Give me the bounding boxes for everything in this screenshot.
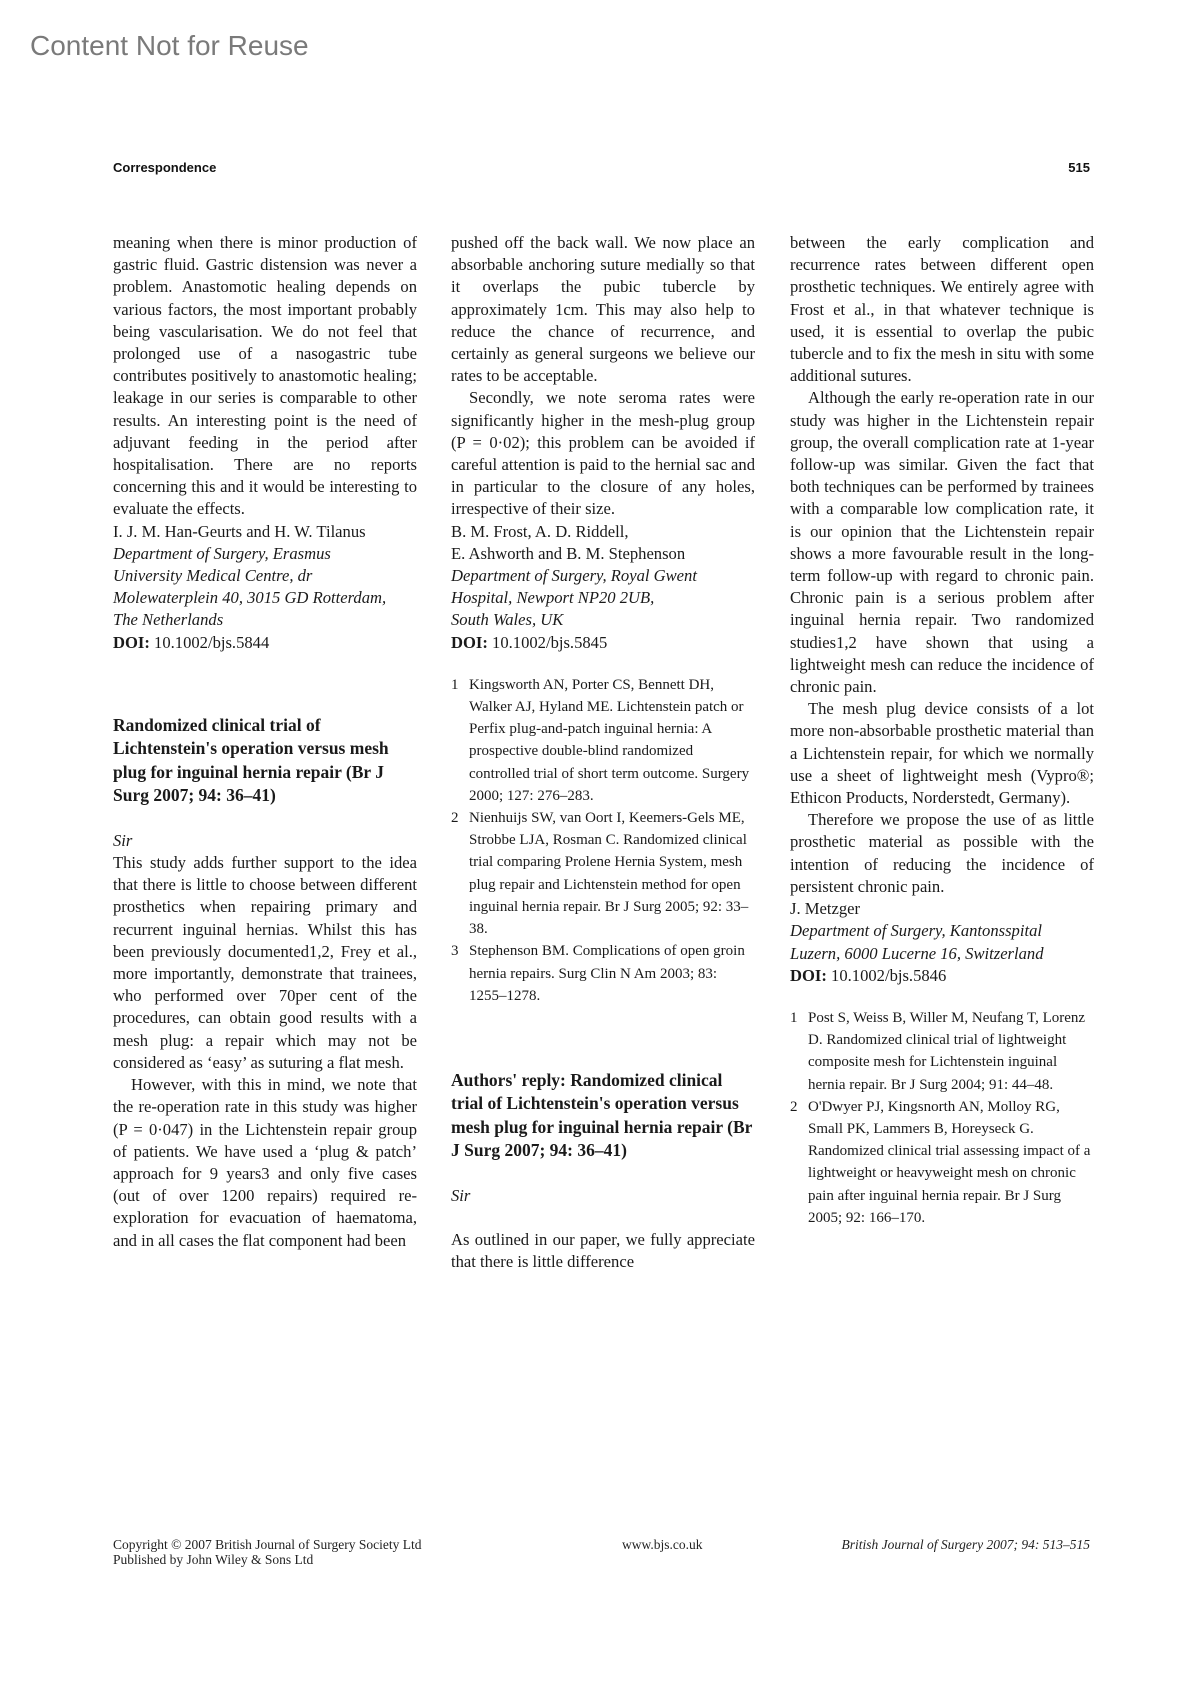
reference-number: 3 [451,943,459,960]
salutation: Sir [113,830,133,850]
reference-item [790,1007,1094,1096]
column-2 [451,232,755,1274]
doi-line [451,632,755,654]
doi-value[interactable]: 10.1002/bjs.5846 [831,965,947,985]
affiliation-line: Department of Surgery, Royal Gwent [451,566,697,586]
reference-text: O'Dwyer PJ, Kingsnorth AN, Molloy RG, Small PK, Lammers B, Horeyseck G. Randomized clinical trial assessing impact of a lightweight or heavyweight mesh on chronic pain after inguinal hernia repair. Br J Surg 2005; 92: 166–170. [808,1098,1091,1226]
body-paragraph: Therefore we propose the use of as little prosthetic material as possible with the intention of reducing the incidence of persistent chronic pain. [790,810,1094,896]
affiliation-line: Department of Surgery, Kantonsspital [790,921,1042,941]
doi-label: DOI: [451,632,488,652]
reference-list [451,674,755,1007]
reference-list [790,1007,1094,1229]
affiliation-line: Molewaterplein 40, 3015 GD Rotterdam, [113,588,387,608]
letter-authors: I. J. M. Han-Geurts and H. W. Tilanus [113,521,366,541]
body-paragraph: This study adds further support to the idea that there is little to choose between different prosthetics when repairing primary and recurrent inguinal hernias. Whilst this has been previously documented1,2, Frey et al., more importantly, demonstrate that trainees, who performed over 70per cent of the procedures, can obtain good results with a mesh plug: a repair which may not be considered as ‘easy’ as suturing a flat mesh. [113,853,417,1072]
body-paragraph: meaning when there is minor production of gastric fluid. Gastric distension was never a problem. Anastomotic healing depends on various factors, the most important probably being vascularisation. We do not feel that prolonged use of a nasogastric tube contributes positively to anastomotic healing; leakage in our series is comparable to other results. An interesting point is the need of adjuvant feeding in the period after hospitalisation. There are no reports concerning this and it would be interesting to evaluate the effects. [113,233,417,519]
affiliation-line: The Netherlands [113,610,224,630]
publisher-line: Published by John Wiley & Sons Ltd [113,1552,314,1567]
doi-value[interactable]: 10.1002/bjs.5844 [154,632,270,652]
body-paragraph: As outlined in our paper, we fully appreciate that there is little difference [451,1230,755,1272]
affiliation-line: Hospital, Newport NP20 2UB, [451,588,655,608]
reference-item [451,940,755,1007]
salutation: Sir [451,1185,471,1205]
letter-author: J. Metzger [790,899,861,919]
running-head-section: Correspondence [113,160,217,175]
body-paragraph: The mesh plug device consists of a lot more non-absorbable prosthetic material than a Lichtenstein repair, for which we normally use a sheet of lightweight mesh (Vypro®; Ethicon Products, Norderstedt, Germany). [790,699,1094,808]
doi-value[interactable]: 10.1002/bjs.5845 [492,632,608,652]
doi-line [113,632,417,654]
affiliation-line: South Wales, UK [451,610,564,630]
doi-label: DOI: [113,632,150,652]
body-paragraph: However, with this in mind, we note that the re-operation rate in this study was higher (P = 0·047) in the Lichtenstein repair group of patients. We have used a ‘plug & patch’ approach for 9 years3 and only five cases (out of over 1200 repairs) required re-exploration for evacuation of haematoma, and in all cases the flat component had been [113,1075,417,1250]
doi-line [790,965,1094,987]
reference-number: 1 [451,676,459,693]
reference-text: Kingsworth AN, Porter CS, Bennett DH, Walker AJ, Hyland ME. Lichtenstein patch or Perfix plug-and-patch inguinal hernia: A prospective double-blind randomized controlled trial of short term outcome. Surgery 2000; 127: 276–283. [469,676,750,804]
reference-text: Post S, Weiss B, Willer M, Neufang T, Lorenz D. Randomized clinical trial of lightweight composite mesh for Lichtenstein inguinal hernia repair. Br J Surg 2004; 91: 44–48. [808,1009,1086,1093]
page-number: 515 [1068,160,1090,175]
website-link[interactable]: www.bjs.co.uk [622,1537,703,1552]
affiliation-line: Luzern, 6000 Lucerne 16, Switzerland [790,943,1044,963]
reference-item [451,807,755,940]
body-paragraph: Although the early re-operation rate in our study was higher in the Lichtenstein repair group, the overall complication rate at 1-year follow-up was similar. Given the fact that both techniques can be performed by trainees with a comparable low complication rate, it is our opinion that the Lichtenstein repair shows a more favourable result in the long-term follow-up with regard to chronic pain. Chronic pain is a serious problem after inguinal hernia repair. Two randomized studies1,2 have shown that using a lightweight mesh can reduce the incidence of chronic pain. [790,388,1094,697]
reference-item [451,674,755,807]
affiliation-line: University Medical Centre, dr [113,566,313,586]
reference-number: 1 [790,1009,798,1026]
body-paragraph: between the early complication and recurrence rates between different open prosthetic techniques. We entirely agree with Frost et al., in that whatever technique is used, it is essential to overlap the pubic tubercle and to fix the mesh in situ with some additional sutures. [790,233,1094,386]
copyright-line: Copyright © 2007 British Journal of Surgery Society Ltd [113,1537,422,1552]
reference-number: 2 [451,810,459,827]
reference-number: 2 [790,1098,798,1115]
reference-item [790,1096,1094,1229]
reference-text: Nienhuijs SW, van Oort I, Keemers-Gels ME, Strobbe LJA, Rosman C. Randomized clinical trial comparing Prolene Hernia System, mesh plug repair and Lichtenstein method for open inguinal hernia repair. Br J Surg 2005; 92: 33–38. [469,810,749,938]
affiliation-line: Department of Surgery, Erasmus [113,543,331,563]
column-3 [790,232,1094,1229]
footer-copyright-block [113,1537,422,1567]
letter-heading: Authors' reply: Randomized clinical trial of Lichtenstein's operation versus mesh plug for inguinal hernia repair (Br J Surg 2007; 94: 36–41) [451,1069,753,1161]
letter-heading: Randomized clinical trial of Lichtenstein's operation versus mesh plug for inguinal hernia repair (Br J Surg 2007; 94: 36–41) [113,714,389,806]
doi-label: DOI: [790,965,827,985]
body-paragraph: Secondly, we note seroma rates were significantly higher in the mesh-plug group (P = 0·02); this problem can be avoided if careful attention is paid to the hernial sac and in particular to the closure of any holes, irrespective of their size. [451,388,755,519]
journal-citation: British Journal of Surgery 2007; 94: 513–515 [841,1537,1090,1552]
letter-authors: B. M. Frost, A. D. Riddell, [451,521,629,541]
watermark: Content Not for Reuse [30,30,309,61]
body-paragraph: pushed off the back wall. We now place an absorbable anchoring suture medially so that it overlaps the pubic tubercle by approximately 1cm. This may also help to reduce the chance of recurrence, and certainly as general surgeons we believe our rates to be acceptable. [451,233,755,386]
column-1 [113,232,417,1252]
letter-authors: E. Ashworth and B. M. Stephenson [451,543,686,563]
reference-text: Stephenson BM. Complications of open groin hernia repairs. Surg Clin N Am 2003; 83: 1255–1278. [469,943,745,1004]
